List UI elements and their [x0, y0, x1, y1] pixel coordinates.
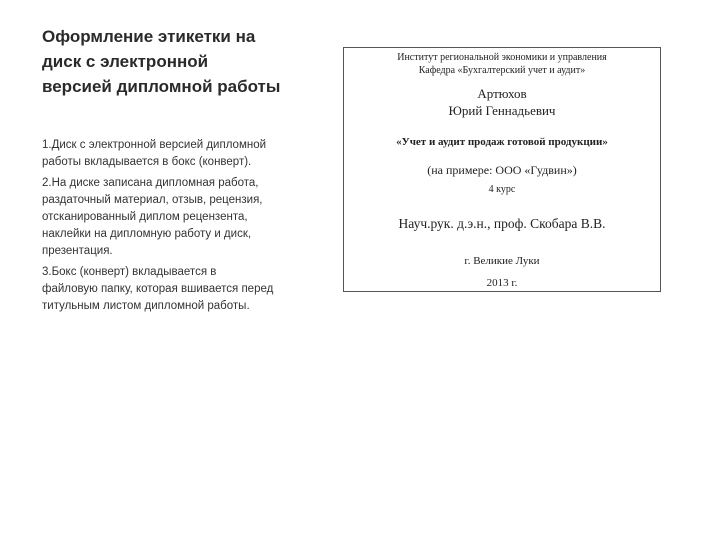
label-author-surname: Артюхов — [477, 86, 527, 101]
disc-label-sample — [343, 47, 661, 292]
label-institute: Институт региональной экономики и управления — [397, 52, 607, 63]
instruction-item-3: 3.Бокс (конверт) вкладывается в файловую папку, которая вшивается перед титульным листом дипломной работы. — [42, 266, 274, 312]
instructions-text — [42, 137, 274, 319]
label-author-name: Юрий Геннадьевич — [448, 103, 556, 118]
slide-title: Оформление этикетки на диск с электронной версией дипломной работы — [42, 27, 281, 96]
label-department: Кафедра «Бухгалтерский учет и аудит» — [418, 65, 586, 76]
instruction-item-1: 1.Диск с электронной версией дипломной работы вкладывается в бокс (конверт). — [42, 139, 267, 168]
label-year: 2013 г. — [486, 277, 518, 289]
label-thesis-topic: «Учет и аудит продаж готовой продукции» — [396, 136, 608, 148]
label-example-company: (на примере: ООО «Гудвин») — [427, 163, 577, 177]
label-city: г. Великие Луки — [464, 255, 540, 267]
label-supervisor: Науч.рук. д.э.н., проф. Скобара В.В. — [398, 216, 606, 231]
label-course: 4 курс — [488, 184, 516, 195]
instruction-item-2: 2.На диске записана дипломная работа, раздаточный материал, отзыв, рецензия, отсканированный диплом рецензента, наклейки на дипломную работу и диск, презентация. — [42, 177, 263, 257]
